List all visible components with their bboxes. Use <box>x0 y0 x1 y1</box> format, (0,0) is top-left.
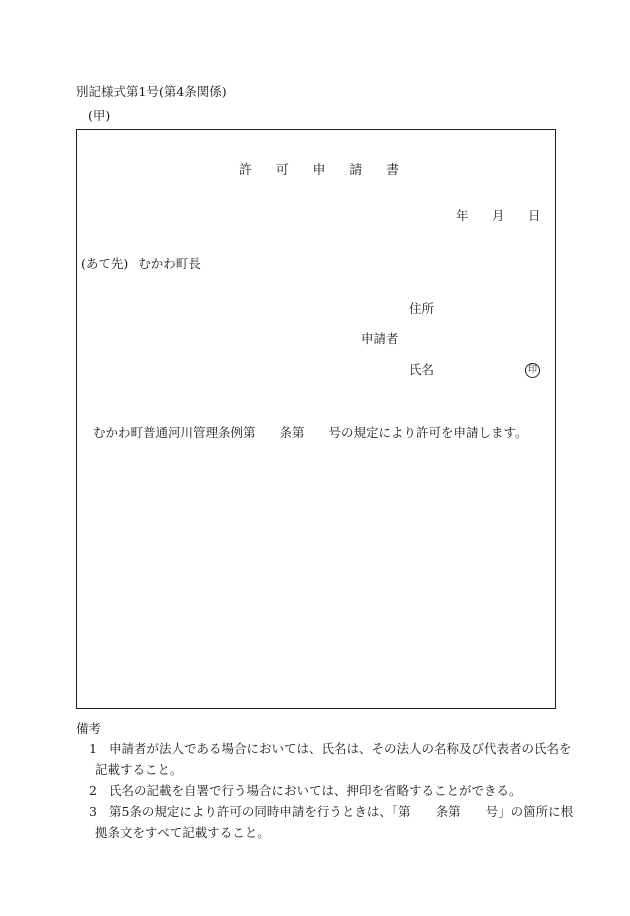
note-item-2 <box>89 785 521 798</box>
form-label: 別記様式第1号(第4条関係) <box>76 84 227 99</box>
date-month-label: 月 <box>492 208 505 223</box>
statement-part2: 条第 <box>279 425 305 440</box>
application-statement <box>93 427 528 440</box>
name-label: 氏名 <box>409 362 435 377</box>
title-char: 書 <box>385 163 399 178</box>
seal-mark <box>525 362 540 378</box>
note-number: 2 <box>89 783 97 798</box>
notes-heading: 備考 <box>76 721 102 736</box>
title-char: 許 <box>239 163 253 178</box>
form-variant: (甲) <box>88 108 111 123</box>
note-text: 申請者が法人である場合においては、氏名は、その法人の名称及び代表者の氏名を <box>108 741 572 756</box>
form-title <box>239 164 399 177</box>
address-label: 住所 <box>409 301 435 316</box>
date-year-label: 年 <box>456 208 469 223</box>
applicant-role-label: 申請者 <box>361 331 399 346</box>
addressee-name: むかわ町長 <box>138 256 201 271</box>
note-text: 第5条の規定により許可の同時申請を行うときは、「第 条第 号」の箇所に根 <box>108 804 574 819</box>
note-number: 1 <box>89 741 97 756</box>
note-item-1 <box>89 743 571 756</box>
date-day-label: 日 <box>528 208 541 223</box>
seal-icon: 印 <box>525 363 540 378</box>
title-char: 可 <box>275 163 289 178</box>
note-item-1-cont: 記載すること。 <box>95 762 183 777</box>
addressee <box>81 258 201 271</box>
note-number: 3 <box>89 804 97 819</box>
title-char: 申 <box>312 163 326 178</box>
note-item-3 <box>89 806 573 819</box>
note-text: 氏名の記載を自署で行う場合においては、押印を省略することができる。 <box>108 783 522 798</box>
statement-part3: 号の規定により許可を申請します。 <box>328 425 528 440</box>
statement-part1: むかわ町普通河川管理条例第 <box>93 425 256 440</box>
note-item-3-cont: 拠条文をすべて記載すること。 <box>95 825 270 840</box>
addressee-prefix: (あて先) <box>81 256 129 271</box>
application-form-box <box>76 129 556 709</box>
title-char: 請 <box>349 163 363 178</box>
